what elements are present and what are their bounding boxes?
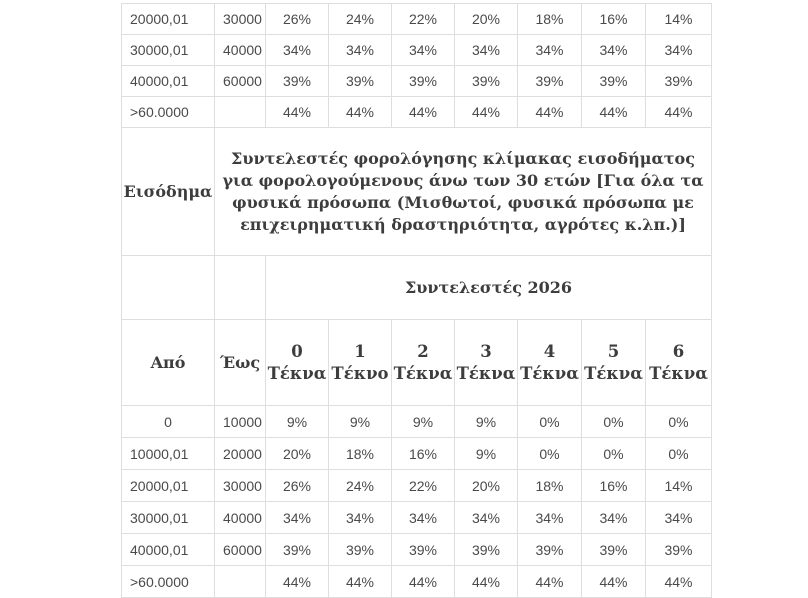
tax-rate-table [121,3,712,598]
rate-cell: 0% [582,438,646,470]
children-header-6 [646,320,712,406]
table-row [122,406,712,438]
empty-cell [122,256,215,320]
rate-cell: 39% [392,534,455,566]
to-header: Έως [215,320,266,406]
income-header: Εισόδημα [122,128,215,256]
rate-cell: 20% [455,470,518,502]
rate-cell: 44% [518,97,582,128]
rate-cell: 44% [518,566,582,598]
rate-cell: 34% [266,35,329,66]
income-to-cell [215,566,266,598]
children-count: 1 [354,341,366,361]
rate-cell: 34% [518,35,582,66]
rate-cell: 24% [329,470,392,502]
rate-cell: 14% [646,470,712,502]
rate-cell: 39% [518,66,582,97]
income-to-cell: 60000 [215,534,266,566]
bottom-rows [122,406,712,598]
income-to-cell: 40000 [215,35,266,66]
children-header-3 [455,320,518,406]
rates-year-row [122,256,712,320]
rate-cell: 39% [582,534,646,566]
rate-cell: 44% [582,566,646,598]
income-from-cell: 20000,01 [122,470,215,502]
column-header-row [122,320,712,406]
rate-cell: 44% [266,566,329,598]
table-row [122,470,712,502]
children-count: 0 [291,341,303,361]
income-from-cell: >60.0000 [122,566,215,598]
table-title: Συντελεστές φορολόγησης κλίμακας εισοδήματος για φορολογούμενους άνω των 30 ετών [Για όλα τα φυσικά πρόσωπα (Μισθωτοί, φυσικά πρόσωπα με επιχειρηματική δραστηριότητα, αγρότες κ.λπ.)] [215,128,712,256]
rates-year-header: Συντελεστές 2026 [266,256,712,320]
rate-cell: 34% [582,35,646,66]
children-label: Τέκνα [267,363,327,383]
rate-cell: 44% [455,566,518,598]
table-row [122,502,712,534]
rate-cell: 0% [582,406,646,438]
rate-cell: 44% [392,97,455,128]
rate-cell: 9% [266,406,329,438]
table-row [122,534,712,566]
rate-cell: 34% [518,502,582,534]
rate-cell: 39% [518,534,582,566]
rate-cell: 20% [455,4,518,35]
children-header-2 [392,320,455,406]
rate-cell: 39% [329,534,392,566]
rate-cell: 16% [582,470,646,502]
rate-cell: 34% [455,35,518,66]
rate-cell: 39% [582,66,646,97]
children-label: Τέκνα [584,363,643,383]
from-header: Από [122,320,215,406]
children-header-0 [266,320,329,406]
rate-cell: 39% [646,534,712,566]
rate-cell: 44% [329,566,392,598]
income-from-cell: 40000,01 [122,534,215,566]
rate-cell: 22% [392,470,455,502]
rate-cell: 44% [582,97,646,128]
rate-cell: 44% [266,97,329,128]
rate-cell: 34% [646,502,712,534]
rate-cell: 44% [646,97,712,128]
rate-cell: 34% [266,502,329,534]
rate-cell: 0% [646,438,712,470]
children-count: 4 [543,341,556,361]
rate-cell: 39% [266,66,329,97]
rate-cell: 18% [518,4,582,35]
income-from-cell: 10000,01 [122,438,215,470]
rate-cell: 16% [582,4,646,35]
rate-cell: 39% [392,66,455,97]
rate-cell: 9% [392,406,455,438]
rate-cell: 39% [455,534,518,566]
children-label: Τέκνα [456,363,516,383]
rate-cell: 0% [518,406,582,438]
rate-cell: 44% [392,566,455,598]
children-count: 6 [672,341,685,361]
children-count: 3 [480,341,492,361]
table-row [122,566,712,598]
rate-cell: 44% [329,97,392,128]
table-row [122,97,712,128]
rate-cell: 44% [455,97,518,128]
rate-cell: 20% [266,438,329,470]
rate-cell: 34% [582,502,646,534]
table-row [122,4,712,35]
table-row [122,66,712,97]
income-to-cell: 30000 [215,4,266,35]
rate-cell: 34% [329,502,392,534]
tax-rate-table-container [121,3,711,598]
income-from-cell: 40000,01 [122,66,215,97]
children-label: Τέκνα [649,363,708,383]
rate-cell: 16% [392,438,455,470]
rate-cell: 9% [329,406,392,438]
income-to-cell: 30000 [215,470,266,502]
income-from-cell: 0 [122,406,215,438]
income-from-cell: 20000,01 [122,4,215,35]
table-row [122,438,712,470]
rate-cell: 0% [646,406,712,438]
children-count: 2 [417,341,429,361]
children-label: Τέκνα [393,363,453,383]
income-from-cell: 30000,01 [122,35,215,66]
children-header-4 [518,320,582,406]
rate-cell: 44% [646,566,712,598]
income-to-cell: 20000 [215,438,266,470]
rate-cell: 22% [392,4,455,35]
income-from-cell: >60.0000 [122,97,215,128]
rate-cell: 26% [266,4,329,35]
rate-cell: 24% [329,4,392,35]
rate-cell: 18% [518,470,582,502]
rate-cell: 39% [329,66,392,97]
rate-cell: 34% [392,35,455,66]
title-row [122,128,712,256]
children-header-1 [329,320,392,406]
rate-cell: 9% [455,438,518,470]
income-to-cell: 10000 [215,406,266,438]
rate-cell: 34% [455,502,518,534]
children-count: 5 [607,341,620,361]
income-to-cell [215,97,266,128]
children-label: Τέκνο [331,363,389,383]
income-to-cell: 40000 [215,502,266,534]
rate-cell: 18% [329,438,392,470]
rate-cell: 0% [518,438,582,470]
rate-cell: 34% [329,35,392,66]
rate-cell: 9% [455,406,518,438]
table-row [122,35,712,66]
rate-cell: 34% [392,502,455,534]
income-from-cell: 30000,01 [122,502,215,534]
rate-cell: 34% [646,35,712,66]
children-label: Τέκνα [520,363,579,383]
top-rows [122,4,712,128]
income-to-cell: 60000 [215,66,266,97]
rate-cell: 39% [455,66,518,97]
rate-cell: 14% [646,4,712,35]
empty-cell [215,256,266,320]
rate-cell: 39% [266,534,329,566]
children-header-5 [582,320,646,406]
rate-cell: 39% [646,66,712,97]
rate-cell: 26% [266,470,329,502]
header-section [122,128,712,406]
